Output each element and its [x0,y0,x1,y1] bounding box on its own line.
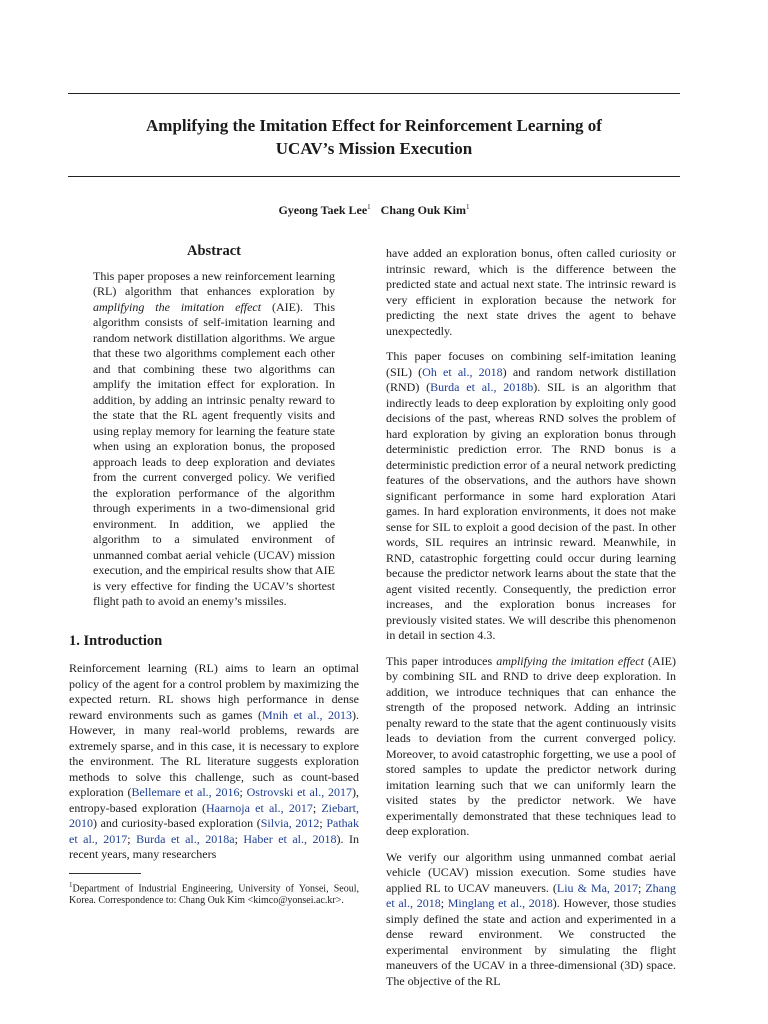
intro-text: Reinforcement learning (RL) aims to learn an optimal policy of the agent for a control problem by maximizing the expected return. RL shows high performance in dense reward environments such as games ( [69,661,359,722]
title-top-rule [68,93,680,94]
intro-text: ). In recent years, many researchers [69,831,359,861]
body-paragraph [386,850,676,990]
intro-paragraph [69,661,359,863]
body-text: This paper introduces [386,653,497,668]
intro-text: ), entropy-based exploration ( [69,785,359,815]
body-text: We verify our algorithm using unmanned combat aerial vehicle (UCAV) mission execution. Some studies have applied RL to UCAV maneuvers. ( [386,849,676,895]
abstract-emphasis: amplifying the imitation effect [93,299,262,314]
section-heading-introduction: 1. Introduction [69,632,163,649]
title-line-2: UCAV’s Mission Execution [275,138,473,158]
body-text: ). However, those studies simply defined the state and action and experimented in a dense reward environment. We constructed the experimental environment by simulating the flight maneuvers of the UCAV in a three-dimensional (3D) space. The objective of the RL [386,896,676,988]
citation-link[interactable]: Burda et al., 2018a [136,831,235,846]
abstract-text-part: This paper proposes a new reinforcement learning (RL) algorithm that enhances exploration by [93,268,335,298]
intro-text: ) and curiosity-based exploration ( [93,816,261,830]
author-name: Gyeong Taek Lee [278,203,368,217]
footnote-text: Department of Industrial Engineering, University of Yonsei, Seoul, Korea. Correspondence to: Chang Ouk Kim <kimco@yonsei.ac.kr>. [69,882,359,907]
citation-link[interactable]: Ostrovski et al., 2017 [246,785,352,799]
abstract-text [69,269,359,610]
left-column [69,244,359,908]
citation-link[interactable]: Silvia, 2012 [260,816,320,830]
citation-link[interactable]: Oh et al., 2018 [422,364,503,379]
body-text: ) and random network distillation (RND) ( [386,364,676,394]
citation-link[interactable]: Burda et al., 2018b [430,380,534,394]
abstract-heading: Abstract [187,243,241,259]
author-name: Chang Ouk Kim [380,203,467,217]
body-paragraph [386,349,676,644]
right-column [386,246,676,999]
citation-separator: ; [127,831,137,846]
citation-link[interactable]: Zhang et al., 2018 [386,880,676,910]
footnote-rule [69,873,141,874]
citation-link[interactable]: Liu & Ma, 2017 [556,880,638,895]
citation-link[interactable]: Haarnoja et al., 2017 [205,800,313,815]
citation-link[interactable]: Minglang et al., 2018 [447,896,553,910]
abstract-text-part: (AIE). This algorithm consists of self-imitation learning and random network distillation algorithms. We argue that these two algorithms complement each other and that combining these two algorithms can amplify the imitation effect for exploration. In addition, by adding an intrinsic penalty reward to the state that the RL agent frequently visits and using replay memory for learning the feature state when using an exploration bonus, the proposed approach leads to deep exploration and deviates from the current converged policy. We verified the exploration performance of the algorithm through experiments in a two-dimensional grid environment. In addition, we applied the algorithm to a simulated environment of unmanned combat aerial vehicle (UCAV) mission execution, and the empirical results show that AIE is very effective for finding the UCAV’s shortest flight path to avoid an enemy’s missiles. [93,299,335,608]
citation-link[interactable]: Mnih et al., 2013 [262,707,353,722]
author-list [68,203,680,218]
author-affiliation-mark: 1 [466,203,470,211]
footnote [69,879,359,908]
citation-link[interactable]: Ziebart, 2010 [69,800,359,830]
intro-text: ). However, in many real-world problems, rewards are extremely sparse, and in this case, it is necessary to explore the environment. The RL literature suggests exploration methods to solve this challenge, such as count-based exploration ( [69,707,360,799]
paper-title [68,115,680,160]
citation-link[interactable]: Pathak et al., 2017 [69,816,359,846]
citation-separator: ; [637,880,646,895]
body-paragraph: have added an exploration bonus, often called curiosity or intrinsic reward, which is the difference between the predicted state and actual next state. The intrinsic reward is very efficient in exploration because the network for predicting the next state drives the agent to behave unexpectedly. [386,246,676,338]
citation-separator: ; [239,785,247,799]
citation-separator: ; [312,800,322,815]
footnote-mark: 1 [69,880,73,889]
citation-link[interactable]: Bellemare et al., 2016 [131,785,240,799]
title-line-1: Amplifying the Imitation Effect for Reinforcement Learning of [146,116,602,135]
citation-link[interactable]: Haber et al., 2018 [243,831,337,846]
body-text: This paper focuses on combining self-imitation leaning (SIL) ( [386,349,676,379]
body-paragraph [386,654,676,840]
title-bottom-rule [68,176,680,177]
body-text: ). SIL is an algorithm that indirectly leads to deep exploration by exploiting only good decisions of the past, whereas RND solves the problem of hard exploration by giving an exploration bonus through deterministic prediction error. The RND bonus is a deterministic prediction error of a neural network predicting features of the observations, and the authors have shown significant performance in some hard exploration Atari games. In hard exploration environments, it does not make sense for SIL to exploit a good decision of the past. In other words, SIL requires an intrinsic reward. Meanwhile, in RND, catastrophic forgetting could occur during learning because the predictor network learns about the state that the agent visited recently. Consequently, the prediction error increases, and the exploration bonus increases for previously visited states. We will describe this phenomenon in detail in section 4.3. [386,380,676,642]
body-text: (AIE) by combining SIL and RND to drive deep exploration. In addition, we introduce techniques that can enhance the strength of the proposed network. Adding an intrinsic penalty reward to the state that the agent continuously visits leads to deviation from the current converged policy. Moreover, to avoid catastrophic forgetting, we use a pool of stored samples to update the predictor network during imitation learning such that we can uniformly learn the visited states by the predictor network. We have experimentally demonstrated that these techniques lead to deep exploration. [386,653,677,838]
citation-separator: ; [319,816,327,830]
body-emphasis: amplifying the imitation effect [496,653,644,668]
citation-separator: ; [440,896,448,910]
author-affiliation-mark: 1 [367,203,371,211]
citation-separator: ; [234,831,244,846]
